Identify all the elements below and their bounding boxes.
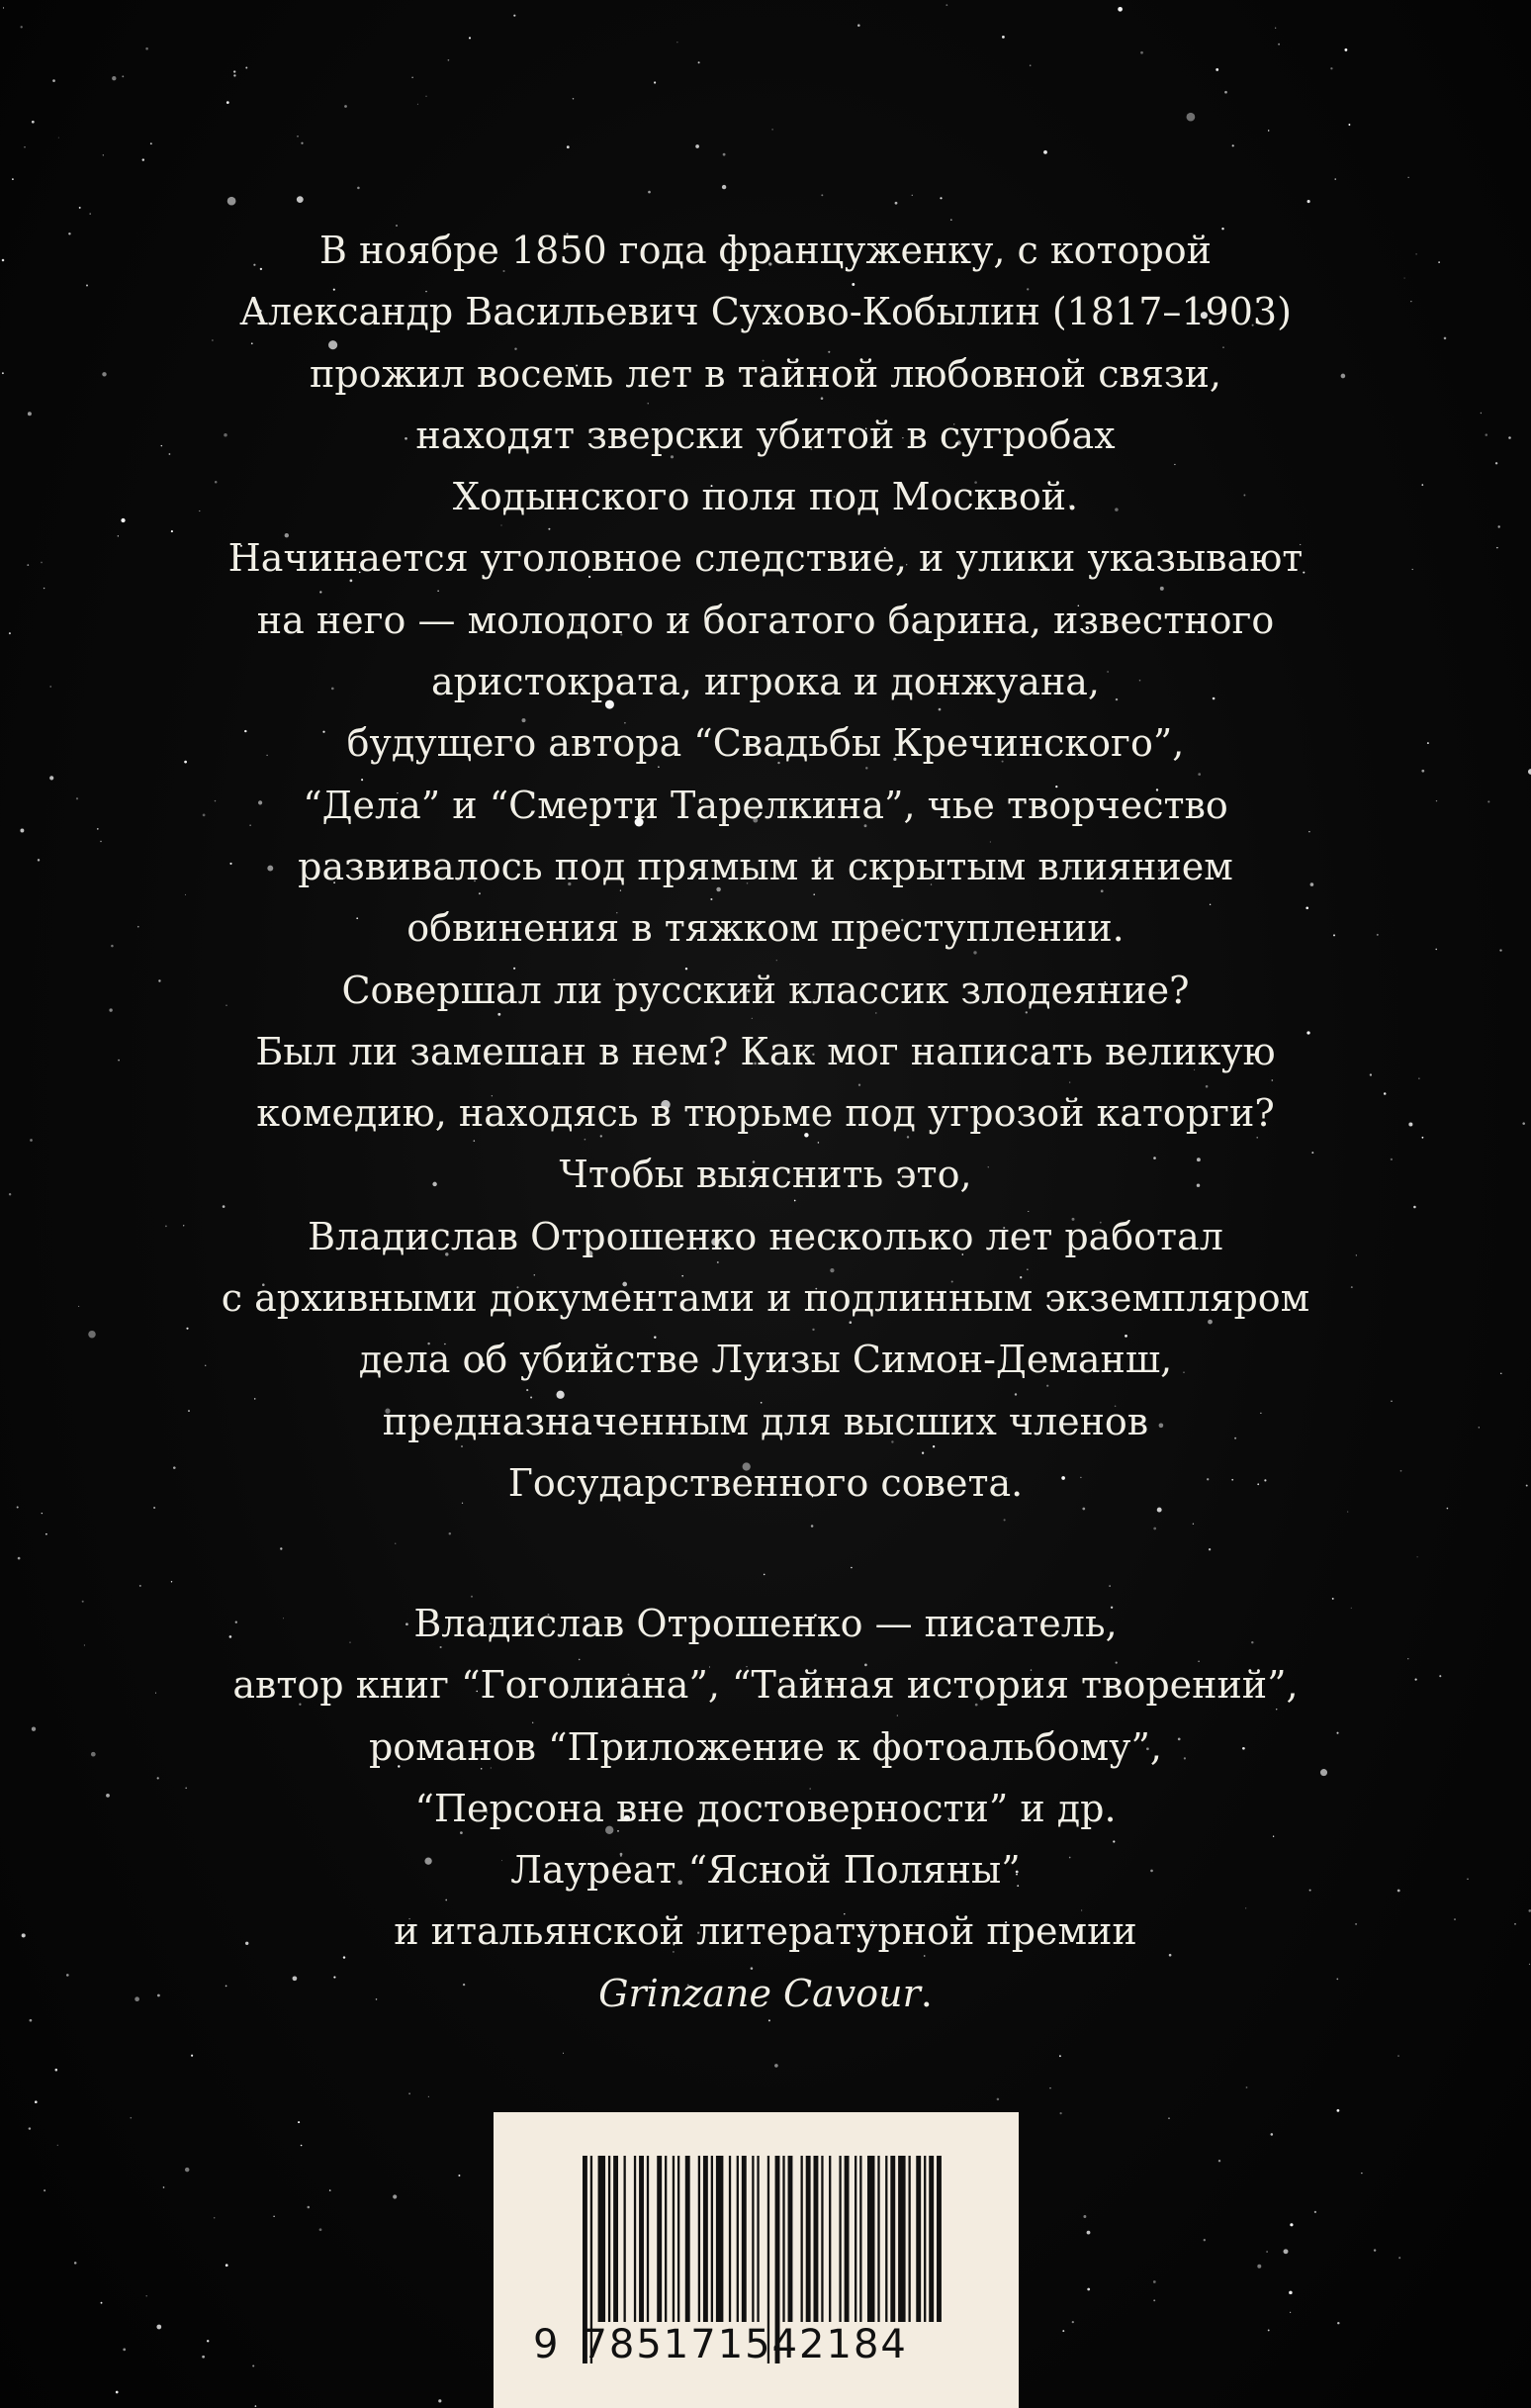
barcode-bar: [929, 2156, 934, 2322]
annotation-line: Ходынского поля под Москвой.: [452, 475, 1079, 519]
star: [1216, 68, 1218, 71]
barcode-bar: [657, 2156, 662, 2322]
star: [319, 2228, 322, 2231]
star: [35, 2100, 38, 2103]
star: [1049, 2087, 1051, 2089]
barcode-bar: [608, 2156, 610, 2322]
star: [1232, 144, 1234, 146]
star: [573, 98, 575, 100]
star: [116, 2391, 119, 2394]
star: [1398, 2257, 1400, 2259]
barcode-bar: [742, 2156, 747, 2322]
star: [1284, 2249, 1289, 2254]
star: [1290, 2312, 1291, 2313]
star: [1168, 2117, 1169, 2118]
prize-name: Grinzane Cavour: [598, 1971, 921, 2015]
star: [233, 74, 235, 76]
annotation-line: “Дела” и “Смерти Тарелкина”, чье творчество: [303, 783, 1228, 827]
star: [1153, 2299, 1155, 2301]
star: [722, 185, 726, 189]
star: [1072, 2321, 1074, 2323]
barcode-bar: [624, 2156, 626, 2322]
barcode-bar: [937, 2156, 942, 2322]
star: [1153, 1528, 1156, 1530]
annotation-line: предназначенным для высших членов: [382, 1399, 1149, 1443]
star: [695, 144, 699, 148]
star: [1118, 7, 1123, 12]
star: [245, 67, 247, 69]
star: [648, 191, 651, 194]
star: [1397, 2056, 1398, 2057]
star: [895, 202, 898, 205]
star: [428, 2096, 429, 2097]
barcode-bar: [677, 2156, 679, 2322]
barcode-bar: [829, 2156, 831, 2322]
star: [563, 2053, 564, 2054]
isbn-first-digit: 9: [533, 2322, 561, 2367]
star: [448, 59, 450, 61]
star: [1344, 48, 1347, 51]
barcode-bar: [716, 2156, 723, 2322]
star: [255, 2405, 257, 2407]
star: [1266, 2251, 1268, 2253]
star: [1087, 2231, 1091, 2235]
star: [1204, 2239, 1206, 2241]
annotation-line: с архивными документами и подлинным экземпляром: [221, 1276, 1310, 1321]
star: [940, 197, 942, 199]
star: [297, 136, 299, 138]
star: [417, 104, 418, 105]
barcode-bar: [647, 2156, 649, 2322]
barcode-bar: [924, 2156, 926, 2322]
annotation-line: дела об убийстве Луизы Симон-Деманш,: [358, 1338, 1173, 1382]
star: [1140, 51, 1143, 54]
annotation-line: Владислав Отрошенко несколько лет работал: [308, 1214, 1223, 1258]
star: [1374, 2249, 1376, 2251]
star: [1002, 36, 1005, 39]
star: [723, 153, 726, 156]
barcode-bar: [685, 2156, 690, 2322]
star: [1361, 2173, 1362, 2174]
star: [1408, 177, 1409, 178]
annotation-line: на него — молодого и богатого барина, известного: [256, 598, 1275, 642]
star: [1289, 2291, 1293, 2295]
star: [344, 105, 347, 108]
star: [857, 24, 860, 27]
star: [851, 1567, 853, 1569]
star: [89, 213, 90, 214]
annotation-line: комедию, находясь в тюрьме под угрозой каторги?: [256, 1091, 1275, 1136]
barcode-bar: [729, 2156, 731, 2322]
star: [946, 4, 947, 6]
star: [57, 2145, 58, 2146]
star: [764, 1574, 766, 1576]
star: [123, 2349, 126, 2352]
barcode-bar: [806, 2156, 811, 2322]
star: [150, 142, 152, 144]
star: [357, 187, 360, 190]
about-author-line: и итальянской литературной премии: [394, 1909, 1137, 1954]
star: [1004, 1519, 1006, 1521]
annotation-line: В ноябре 1850 года француженку, с которой: [319, 229, 1212, 272]
star: [458, 2175, 460, 2176]
barcode-bar: [703, 2156, 708, 2322]
barcode-bar: [916, 2156, 921, 2322]
barcode-bar: [845, 2156, 850, 2322]
barcode-bar: [859, 2156, 861, 2322]
star: [122, 75, 124, 77]
star: [1246, 2086, 1248, 2088]
star: [12, 178, 14, 180]
star: [44, 2189, 45, 2191]
star: [214, 2217, 216, 2219]
star: [329, 2189, 331, 2191]
star: [393, 2194, 397, 2198]
annotation-line: Был ли замешан в нем? Как мог написать великую: [255, 1029, 1276, 1073]
star: [21, 26, 23, 28]
star: [298, 2121, 300, 2123]
star: [142, 158, 144, 160]
barcode-bar: [855, 2156, 856, 2322]
star: [408, 2092, 410, 2094]
barcode-bar: [885, 2156, 887, 2322]
star: [1271, 2133, 1274, 2136]
star: [1218, 2160, 1220, 2162]
star: [395, 1543, 396, 1544]
isbn-digit-groups: 785171542184: [582, 2322, 908, 2367]
barcode-bar: [839, 2156, 841, 2322]
prize-suffix: .: [920, 1971, 933, 2015]
star: [1087, 2288, 1090, 2291]
star: [1193, 1524, 1194, 1525]
barcode-bar: [782, 2156, 784, 2322]
barcode-bar: [711, 2156, 713, 2322]
star: [469, 37, 471, 39]
about-author-line: Владислав Отрошенко — писатель,: [413, 1602, 1118, 1645]
barcode-bar: [639, 2156, 644, 2322]
isbn-digits: [533, 2322, 988, 2367]
star: [74, 2262, 77, 2265]
star: [233, 70, 235, 72]
barcode-bar: [898, 2156, 905, 2322]
annotation-line: Начинается уголовное следствие, и улики указывают: [227, 536, 1304, 581]
star: [1153, 2280, 1156, 2283]
star: [130, 2117, 132, 2119]
barcode-bar: [665, 2156, 667, 2322]
about-author-prize-line: [0, 1963, 1531, 2024]
star: [1337, 2322, 1339, 2324]
star: [145, 2295, 146, 2296]
star: [997, 2098, 1000, 2101]
star: [411, 77, 412, 78]
star: [273, 2216, 274, 2217]
barcode-panel: [494, 2112, 1019, 2408]
star: [1257, 2265, 1261, 2269]
barcode-bar: [698, 2156, 700, 2322]
barcode-bar: [801, 2156, 803, 2322]
star: [1314, 2211, 1316, 2213]
star: [1348, 124, 1350, 126]
annotation-line: Государственного совета.: [507, 1460, 1024, 1505]
star: [912, 195, 913, 196]
star: [811, 1525, 814, 1528]
star: [252, 2364, 254, 2366]
star: [1307, 200, 1310, 203]
star: [227, 197, 236, 206]
star: [163, 2186, 165, 2188]
barcode-bar: [598, 2156, 605, 2322]
about-author-line: романов “Приложение к фотоальбому”,: [368, 1724, 1162, 1769]
star: [280, 1547, 282, 1549]
star: [1330, 67, 1332, 69]
star: [1268, 130, 1269, 131]
star: [24, 146, 25, 147]
star: [771, 129, 772, 130]
annotation-line: Чтобы выяснить это,: [559, 1153, 972, 1197]
annotation-line: Совершал ли русский классик злодеяние?: [341, 968, 1190, 1012]
about-author-line: автор книг “Гоголиана”, “Тайная история творений”,: [232, 1663, 1299, 1708]
star: [156, 2325, 161, 2330]
barcode-bar: [737, 2156, 739, 2322]
barcode-bar: [673, 2156, 675, 2322]
star: [1209, 1548, 1211, 1550]
star: [52, 79, 55, 82]
annotation-line: находят зверски убитой в сугробах: [415, 413, 1116, 457]
star: [513, 15, 515, 17]
star: [1224, 91, 1227, 94]
annotation-line: обвинения в тяжком преступлении.: [406, 906, 1125, 951]
barcode-bar: [634, 2156, 636, 2322]
barcode-bar: [890, 2156, 895, 2322]
star: [101, 2302, 103, 2304]
about-author-line: “Персона вне достоверности” и др.: [414, 1786, 1117, 1830]
barcode-bar: [877, 2156, 879, 2322]
star: [171, 1581, 172, 1582]
annotation-text: [0, 220, 1531, 1514]
star: [139, 1585, 141, 1587]
star: [55, 2069, 58, 2072]
star: [1030, 64, 1032, 66]
barcode-bar: [821, 2156, 823, 2322]
star: [225, 2264, 228, 2267]
star: [191, 2055, 193, 2057]
star: [1062, 2330, 1064, 2332]
star: [698, 61, 700, 63]
annotation-line: Александр Васильевич Сухово-Кобылин (1817–1903): [239, 290, 1292, 334]
annotation-line: развивалось под прямым и скрытым влиянием: [298, 844, 1233, 888]
star: [654, 81, 656, 83]
star: [32, 121, 35, 124]
barcode-bar: [752, 2156, 754, 2322]
star: [438, 2399, 441, 2402]
star: [112, 76, 116, 80]
star: [1417, 1556, 1418, 1557]
star: [425, 96, 426, 97]
star: [1275, 28, 1276, 29]
star: [29, 2127, 31, 2129]
star: [3, 7, 4, 8]
star: [1335, 178, 1336, 179]
star: [145, 47, 148, 50]
star: [676, 42, 677, 43]
barcode-bar: [788, 2156, 793, 2322]
star: [1187, 113, 1196, 122]
barcode-bar: [613, 2156, 618, 2322]
annotation-line: прожил восемь лет в тайной любовной связи,: [310, 351, 1221, 396]
star: [567, 145, 570, 148]
star: [1290, 2223, 1293, 2226]
star: [1059, 2055, 1061, 2057]
star: [449, 1532, 451, 1534]
star: [79, 207, 81, 209]
star: [774, 2064, 778, 2068]
star: [185, 2168, 189, 2172]
barcode-bar: [867, 2156, 874, 2322]
star: [1278, 44, 1280, 46]
star: [58, 138, 59, 139]
star: [202, 2356, 205, 2359]
star: [308, 2206, 311, 2209]
star: [207, 2340, 209, 2342]
about-author-text: [0, 1593, 1531, 2024]
star: [1337, 2109, 1340, 2112]
annotation-line: будущего автора “Свадьбы Кречинского”,: [346, 721, 1185, 766]
barcode-bar: [908, 2156, 910, 2322]
star: [18, 1557, 21, 1560]
star: [1060, 2112, 1062, 2114]
star: [45, 1533, 47, 1535]
star: [226, 101, 229, 104]
star: [1083, 2215, 1086, 2218]
star: [1109, 1585, 1110, 1586]
star: [1268, 2329, 1270, 2331]
star: [1043, 150, 1047, 154]
star: [301, 142, 303, 144]
annotation-line: аристократа, игрока и донжуана,: [430, 660, 1101, 704]
star: [103, 154, 104, 155]
barcode-bar: [757, 2156, 759, 2322]
barcode-bar: [814, 2156, 819, 2322]
star: [297, 196, 304, 203]
about-author-line: Лауреат “Ясной Поляны”: [510, 1848, 1021, 1893]
star: [301, 2145, 303, 2147]
star: [821, 194, 823, 196]
